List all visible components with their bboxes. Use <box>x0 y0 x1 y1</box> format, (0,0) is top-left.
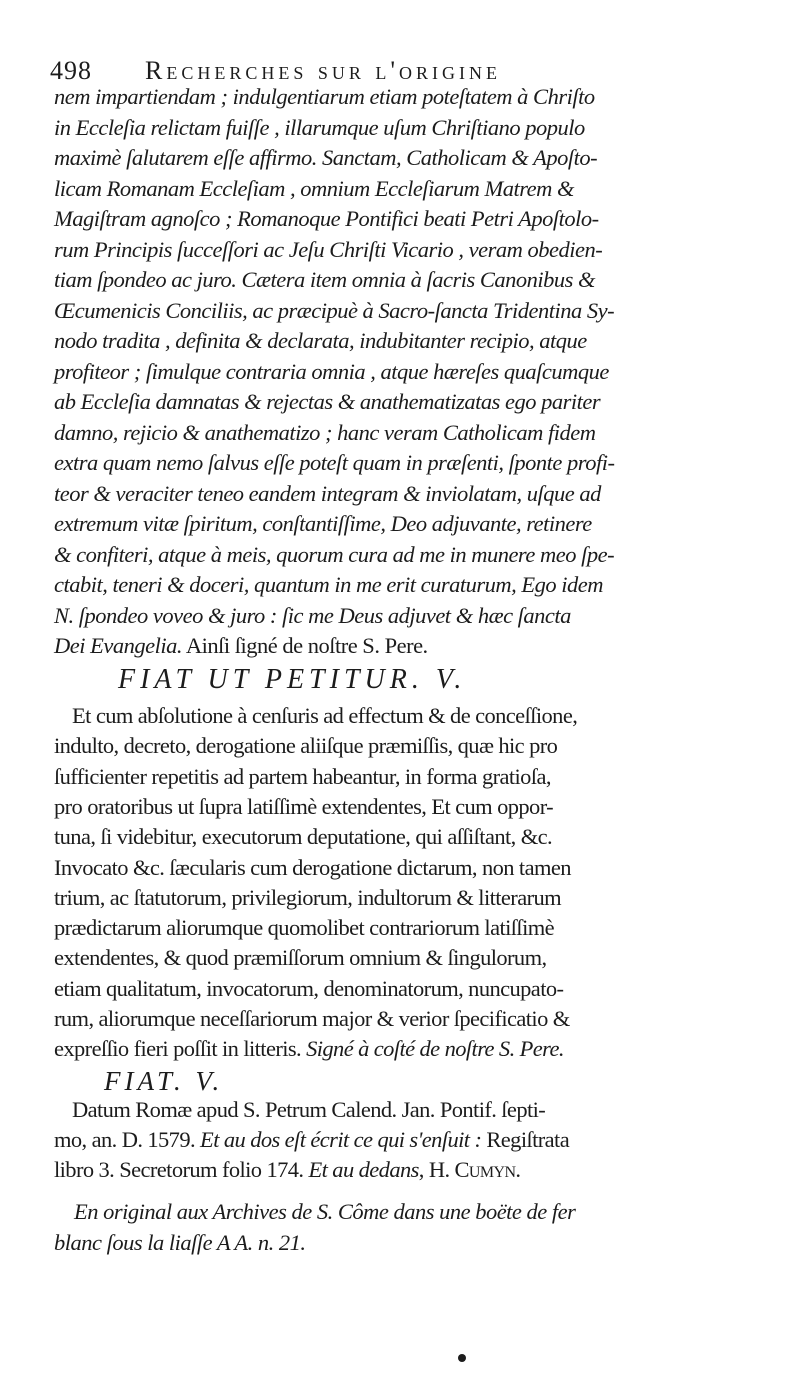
oath-line: & confiteri, atque à meis, quorum cura ad me in munere meo ſpe- <box>54 541 615 567</box>
fiat-ut-petitur: FIAT UT PETITUR. V. <box>118 664 467 695</box>
datum-line-1: Datum Romæ apud S. Petrum Calend. Jan. Pontif. ſepti- <box>72 1097 546 1122</box>
oath-line: licam Romanam Eccleſiam , omnium Eccleſiarum Matrem & <box>54 175 575 201</box>
body-line: prædictarum aliorumque quomolibet contrariorum latiſſimè <box>54 915 555 941</box>
body-line: pro oratoribus ut ſupra latiſſimè extendentes, Et cum oppor- <box>54 793 554 819</box>
oath-line: maximè ſalutarem eſſe affirmo. Sanctam, Catholicam & Apoſto- <box>54 145 598 170</box>
ornament-dot <box>458 1354 466 1362</box>
datum-line-2 <box>54 1127 569 1153</box>
oath-line: damno, rejicio & anathematizo ; hanc veram Catholicam fidem <box>54 419 596 445</box>
closing-italic: Dei Evangelia. <box>54 633 182 658</box>
datum-line-2-a: mo, an. D. 1579. <box>54 1127 201 1152</box>
body-line: tuna, ſi videbitur, executorum deputatione, qui aſſiſtant, &c. <box>54 824 553 850</box>
closing-roman: Ainſi ſigné de noſtre S. Pere. <box>181 633 428 658</box>
body-last-roman: expreſſio fieri poſſit in litteris. <box>54 1036 307 1061</box>
oath-line: profiteor ; ſimulque contraria omnia , atque hæreſes quaſcumque <box>54 358 609 384</box>
datum-line-3-a: libro 3. Secretorum folio 174. <box>54 1157 309 1182</box>
closing-line <box>54 633 428 659</box>
archive-note-line-1: En original aux Archives de S. Côme dans une boëte de fer <box>74 1199 576 1224</box>
oath-line: nem impartiendam ; indulgentiarum etiam poteſtatem à Chriſto <box>54 84 595 109</box>
oath-line: extremum vitæ ſpiritum, conſtantiſſime, Deo adjuvante, retinere <box>54 511 592 536</box>
oath-line: N. ſpondeo voveo & juro : ſic me Deus adjuvet & hæc ſancta <box>54 602 571 628</box>
oath-line: extra quam nemo ſalvus eſſe poteſt quam in præſenti, ſponte profi- <box>54 450 615 475</box>
oath-line: Magiſtram agnoſco ; Romanoque Pontifici beati Petri Apoſtolo- <box>54 206 599 231</box>
page-number: 498 <box>50 56 92 85</box>
body-last-italic: Signé à coſté de noſtre S. Pere. <box>306 1036 564 1061</box>
oath-line: ctabit, teneri & doceri, quantum in me erit curaturum, Ego idem <box>54 572 604 597</box>
oath-line: nodo tradita , definita & declarata, indubitanter recipio, atque <box>54 328 587 353</box>
body-line: indulto, decreto, derogatione aliiſque præmiſſis, quæ hic pro <box>54 733 558 759</box>
datum-line-2-c: Regiſtrata <box>481 1127 570 1152</box>
oath-line: rum Principis ſucceſſori ac Jeſu Chriſti Vicario , veram obedien- <box>54 236 603 262</box>
body-last-line <box>54 1036 564 1062</box>
body-line: Et cum abſolutione à cenſuris ad effectum & de conceſſione, <box>72 703 578 728</box>
body-line: ſufficienter repetitis ad partem habeantur, in forma gratioſa, <box>54 763 551 789</box>
fiat-v: FIAT. V. <box>104 1066 224 1096</box>
oath-line: Œcumenicis Conciliis, ac præcipuè à Sacro-ſancta Tridentina Sy- <box>54 297 615 323</box>
body-line: rum, aliorumque neceſſariorum major & verior ſpecificatio & <box>54 1006 570 1031</box>
oath-line: ab Eccleſia damnatas & rejectas & anathematizatas ego pariter <box>54 389 601 414</box>
datum-line-3-c: , H. Cumyn. <box>418 1157 521 1182</box>
running-title: Recherches sur l'origine <box>145 56 502 85</box>
datum-line-3 <box>54 1157 520 1183</box>
oath-line: tiam ſpondeo ac juro. Cætera item omnia à ſacris Canonibus & <box>54 267 596 292</box>
body-line: etiam qualitatum, invocatorum, denominatorum, nuncupato- <box>54 975 564 1001</box>
datum-line-2-b: Et au dos eſt écrit ce qui s'enſuit : <box>200 1127 482 1152</box>
archive-note-line-2: blanc ſous la liaſſe A A. n. 21. <box>54 1230 306 1255</box>
body-line: trium, ac ſtatutorum, privilegiorum, indultorum & litterarum <box>54 884 562 910</box>
body-line: Invocato &c. ſæcularis cum derogatione dictarum, non tamen <box>54 854 571 880</box>
body-line: extendentes, & quod præmiſſorum omnium & ſingulorum, <box>54 945 547 971</box>
oath-line: in Eccleſia relictam fuiſſe , illarumque uſum Chriſtiano populo <box>54 114 585 140</box>
datum-line-3-b: Et au dedans <box>308 1157 419 1182</box>
oath-line: teor & veraciter teneo eandem integram & inviolatam, uſque ad <box>54 480 601 506</box>
